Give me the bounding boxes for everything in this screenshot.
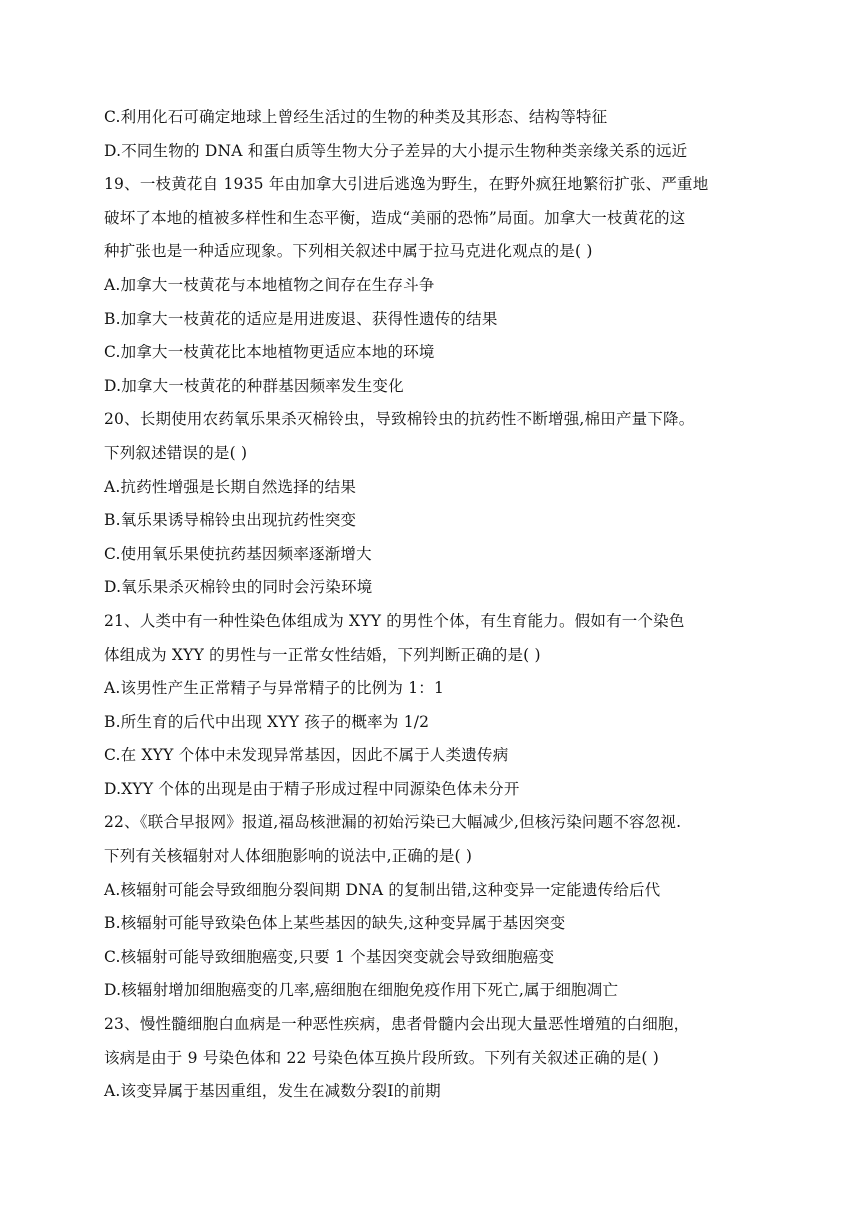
option-c: C.核辐射可能导致细胞癌变,只要 1 个基因突变就会导致细胞癌变 <box>104 947 555 966</box>
question-21-stem: 21、人类中有一种性染色体组成为 XYY 的男性个体，有生育能力。假如有一个染色 <box>104 611 685 630</box>
text-line: C.利用化石可确定地球上曾经生活过的生物的种类及其形态、结构等特征 <box>104 108 608 126</box>
text-line: D.不同生物的 DNA 和蛋白质等生物大分子差异的大小提示生物种类亲缘关系的远近 <box>104 141 688 160</box>
option-a: A.该变异属于基因重组，发生在减数分裂Ⅰ的前期 <box>104 1082 441 1101</box>
option-b: B.所生育的后代中出现 XYY 孩子的概率为 1/2 <box>104 712 430 731</box>
text-line: 该病是由于 9 号染色体和 22 号染色体互换片段所致。下列有关叙述正确的是( ) <box>104 1048 660 1067</box>
option-d: D.XYY 个体的出现是由于精子形成过程中同源染色体未分开 <box>104 779 520 798</box>
option-a: A.该男性产生正常精子与异常精子的比例为 1：1 <box>104 679 445 698</box>
question-23-stem: 23、慢性髓细胞白血病是一种恶性疾病，患者骨髓内会出现大量恶性增殖的白细胞， <box>104 1015 690 1034</box>
option-b: B.加拿大一枝黄花的适应是用进废退、获得性遗传的结果 <box>104 309 498 328</box>
question-19-stem: 19、一枝黄花自 1935 年由加拿大引进后逃逸为野生，在野外疯狂地繁衍扩张、严重地 <box>104 175 709 194</box>
question-text-block <box>104 101 754 1109</box>
text-line: 破坏了本地的植被多样性和生态平衡，造成“美丽的恐怖”局面。加拿大一枝黄花的这 <box>104 208 686 227</box>
option-a: A.核辐射可能会导致细胞分裂间期 DNA 的复制出错,这种变异一定能遗传给后代 <box>104 880 661 899</box>
option-c: C.在 XYY 个体中未发现异常基因，因此不属于人类遗传病 <box>104 746 509 765</box>
option-b: B.核辐射可能导致染色体上某些基因的缺失,这种变异属于基因突变 <box>104 914 566 933</box>
option-d: D.加拿大一枝黄花的种群基因频率发生变化 <box>104 376 404 395</box>
question-22-stem: 22、《联合早报网》报道,福岛核泄漏的初始污染已大幅减少,但核污染问题不容忽视. <box>104 813 682 832</box>
text-line: 种扩张也是一种适应现象。下列相关叙述中属于拉马克进化观点的是( ) <box>104 242 593 261</box>
option-c: C.加拿大一枝黄花比本地植物更适应本地的环境 <box>104 343 435 362</box>
question-20-stem: 20、长期使用农药氧乐果杀灭棉铃虫，导致棉铃虫的抗药性不断增强,棉田产量下降。 <box>104 410 695 429</box>
text-line: 下列叙述错误的是( ) <box>104 443 248 462</box>
text-line: 下列有关核辐射对人体细胞影响的说法中,正确的是( ) <box>104 847 473 866</box>
option-d: D.氧乐果杀灭棉铃虫的同时会污染环境 <box>104 578 373 597</box>
option-c: C.使用氧乐果使抗药基因频率逐渐增大 <box>104 544 372 563</box>
option-a: A.抗药性增强是长期自然选择的结果 <box>104 477 357 496</box>
option-d: D.核辐射增加细胞癌变的几率,癌细胞在细胞免疫作用下死亡,属于细胞凋亡 <box>104 981 619 1000</box>
text-line: 体组成为 XYY 的男性与一正常女性结婚，下列判断正确的是( ) <box>104 645 541 664</box>
option-b: B.氧乐果诱导棉铃虫出现抗药性突变 <box>104 511 357 530</box>
option-a: A.加拿大一枝黄花与本地植物之间存在生存斗争 <box>104 275 435 294</box>
